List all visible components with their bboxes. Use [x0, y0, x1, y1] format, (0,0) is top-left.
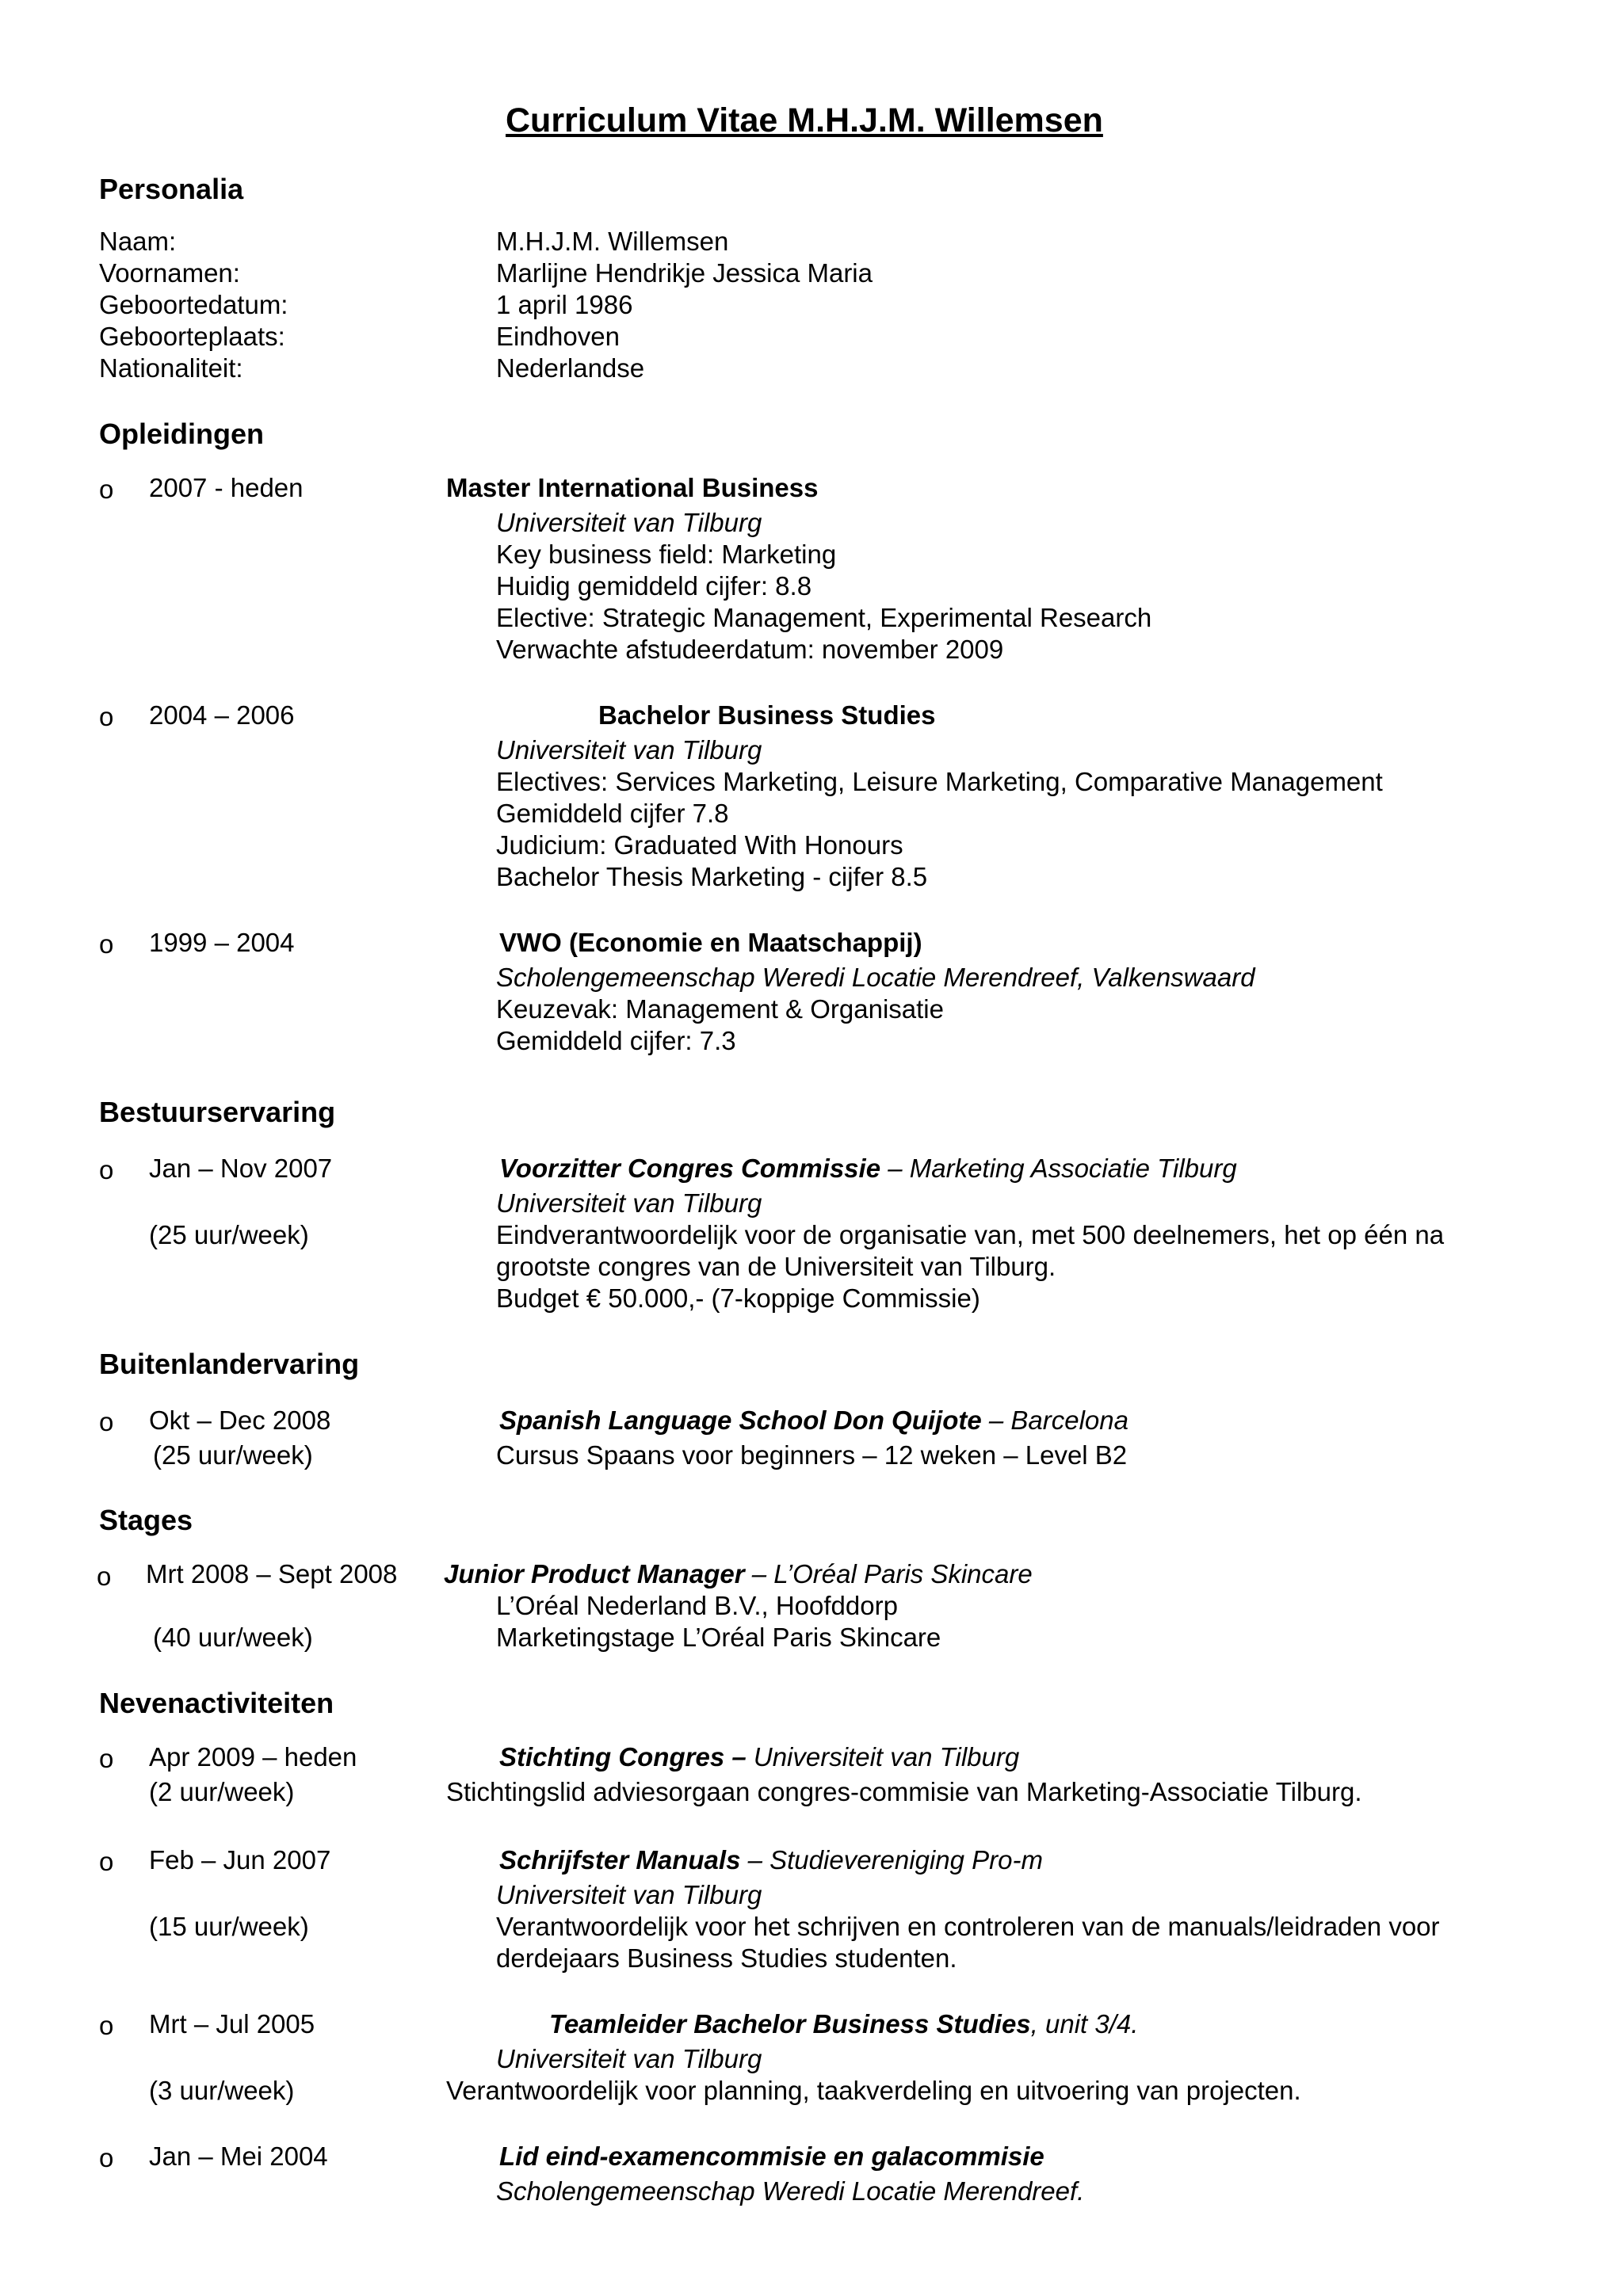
entry-period: Mrt – Jul 2005 [149, 2009, 315, 2039]
entry-detail: Bachelor Thesis Marketing - cijfer 8.5 [496, 862, 928, 891]
entry-institution: Universiteit van Tilburg [496, 508, 762, 537]
bullet-icon: o [97, 1562, 112, 1591]
entry-role: Teamleider Bachelor Business Studies [549, 2009, 1031, 2039]
entry-role: Voorzitter Congres Commissie [499, 1154, 881, 1183]
entry-period: Apr 2009 – heden [149, 1742, 357, 1772]
entry-hours: (2 uur/week) [149, 1777, 295, 1806]
personalia-value: M.H.J.M. Willemsen [496, 227, 729, 256]
entry-institution: Scholengemeenschap Weredi Locatie Merendreef. [496, 2176, 1085, 2206]
bullet-icon: o [99, 2143, 114, 2172]
personalia-value: Nederlandse [496, 353, 645, 383]
entry-role-line [499, 1153, 1237, 1184]
personalia-value: Marlijne Hendrikje Jessica Maria [496, 258, 873, 288]
entry-detail: Verantwoordelijk voor het schrijven en controleren van de manuals/leidraden voor [496, 1912, 1440, 1941]
bullet-icon: o [99, 1407, 114, 1436]
section-heading-opleidingen: Opleidingen [99, 418, 265, 450]
entry-detail: Electives: Services Marketing, Leisure Marketing, Comparative Management [496, 767, 1383, 796]
entry-detail: Marketingstage L’Oréal Paris Skincare [496, 1623, 941, 1652]
entry-detail: Key business field: Marketing [496, 540, 837, 569]
bullet-icon: o [99, 2011, 114, 2040]
entry-role-line [549, 2008, 1138, 2040]
personalia-label: Geboortedatum: [99, 290, 288, 319]
bullet-icon: o [99, 702, 114, 731]
bullet-icon: o [99, 1744, 114, 1773]
personalia-label: Voornamen: [99, 258, 240, 288]
section-heading-personalia: Personalia [99, 173, 244, 205]
bullet-icon: o [99, 929, 114, 959]
entry-hours: (25 uur/week) [149, 1220, 309, 1249]
entry-role: Junior Product Manager [444, 1559, 745, 1589]
entry-detail: grootste congres van de Universiteit van Tilburg. [496, 1252, 1056, 1281]
entry-detail: Huidig gemiddeld cijfer: 8.8 [496, 571, 812, 601]
entry-role: Lid eind-examencommisie en galacommisie [499, 2142, 1044, 2171]
entry-hours: (40 uur/week) [153, 1623, 313, 1652]
entry-detail: Gemiddeld cijfer: 7.3 [496, 1026, 736, 1055]
entry-title: Master International Business [446, 473, 819, 502]
bullet-icon: o [99, 475, 114, 504]
entry-detail: Eindverantwoordelijk voor de organisatie van, met 500 deelnemers, het op één na [496, 1220, 1445, 1249]
entry-detail: Stichtingslid adviesorgaan congres-commisie van Marketing-Associatie Tilburg. [446, 1777, 1362, 1806]
section-heading-buitenlandervaring: Buitenlandervaring [99, 1348, 360, 1380]
entry-organization: – L’Oréal Paris Skincare [744, 1559, 1033, 1589]
entry-organization: Universiteit van Tilburg [746, 1742, 1020, 1772]
entry-institution: Universiteit van Tilburg [496, 2044, 762, 2073]
personalia-value: 1 april 1986 [496, 290, 633, 319]
entry-period: 2004 – 2006 [149, 700, 295, 730]
section-heading-bestuurservaring: Bestuurservaring [99, 1096, 336, 1128]
entry-hours: (15 uur/week) [149, 1912, 309, 1941]
entry-detail: Gemiddeld cijfer 7.8 [496, 799, 729, 828]
entry-detail: Budget € 50.000,- (7-koppige Commissie) [496, 1283, 980, 1313]
entry-period: Mrt 2008 – Sept 2008 [146, 1559, 398, 1589]
entry-institution: Universiteit van Tilburg [496, 1188, 762, 1218]
entry-hours: (25 uur/week) [153, 1440, 313, 1470]
entry-detail: Keuzevak: Management & Organisatie [496, 994, 944, 1024]
entry-period: 1999 – 2004 [149, 928, 295, 957]
entry-detail: Verwachte afstudeerdatum: november 2009 [496, 635, 1004, 664]
entry-institution: Universiteit van Tilburg [496, 735, 762, 765]
entry-detail: Elective: Strategic Management, Experimental Research [496, 603, 1152, 632]
entry-institution: Universiteit van Tilburg [496, 1880, 762, 1909]
entry-role: Schrijfster Manuals [499, 1845, 741, 1875]
entry-organization: – Barcelona [981, 1405, 1128, 1435]
entry-role-line [499, 1741, 1019, 1773]
entry-role-line [499, 1405, 1128, 1436]
entry-detail: Verantwoordelijk voor planning, taakverdeling en uitvoering van projecten. [446, 2076, 1301, 2105]
bullet-icon: o [99, 1155, 114, 1184]
entry-role-line [499, 1844, 1043, 1876]
entry-role-line [444, 1558, 1033, 1590]
entry-period: Jan – Mei 2004 [149, 2142, 328, 2171]
personalia-value: Eindhoven [496, 322, 620, 351]
section-heading-stages: Stages [99, 1504, 193, 1536]
entry-title: Bachelor Business Studies [598, 700, 936, 730]
bullet-icon: o [99, 1847, 114, 1876]
entry-period: 2007 - heden [149, 473, 304, 502]
entry-detail: derdejaars Business Studies studenten. [496, 1943, 957, 1973]
entry-detail: Judicium: Graduated With Honours [496, 830, 903, 860]
entry-hours: (3 uur/week) [149, 2076, 295, 2105]
document-title: Curriculum Vitae M.H.J.M. Willemsen [506, 101, 1103, 139]
entry-role: Spanish Language School Don Quijote [499, 1405, 982, 1435]
entry-detail: Cursus Spaans voor beginners – 12 weken – Level B2 [496, 1440, 1128, 1470]
personalia-label: Geboorteplaats: [99, 322, 285, 351]
entry-organization: , unit 3/4. [1030, 2009, 1139, 2039]
entry-institution: Scholengemeenschap Weredi Locatie Merendreef, Valkenswaard [496, 963, 1255, 992]
entry-organization: – Marketing Associatie Tilburg [880, 1154, 1237, 1183]
entry-period: Okt – Dec 2008 [149, 1405, 331, 1435]
entry-title: VWO (Economie en Maatschappij) [499, 928, 922, 957]
section-heading-nevenactiviteiten: Nevenactiviteiten [99, 1687, 334, 1719]
entry-organization: – Studievereniging Pro-m [740, 1845, 1043, 1875]
entry-period: Feb – Jun 2007 [149, 1845, 331, 1875]
entry-role: Stichting Congres – [499, 1742, 747, 1772]
personalia-label: Nationaliteit: [99, 353, 243, 383]
personalia-label: Naam: [99, 227, 177, 256]
entry-period: Jan – Nov 2007 [149, 1154, 333, 1183]
entry-detail: L’Oréal Nederland B.V., Hoofddorp [496, 1591, 898, 1620]
